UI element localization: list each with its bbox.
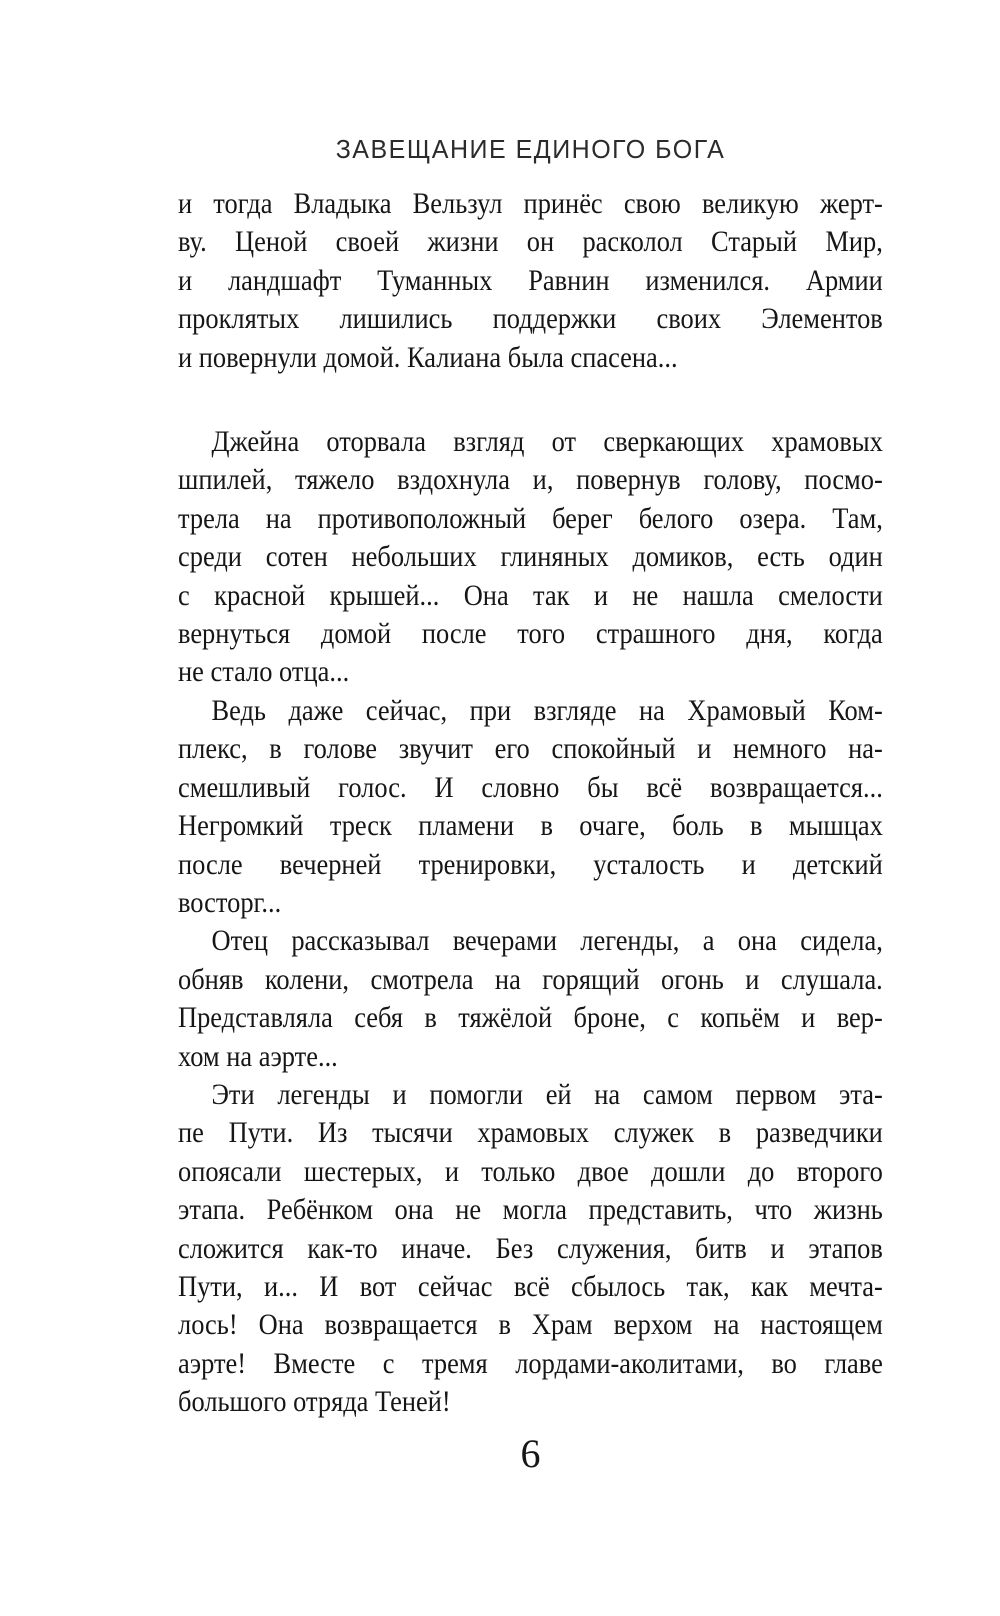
- text-line: вернуться домой после того страшного дня, когда: [178, 617, 883, 651]
- text-line: после вечерней тренировки, усталость и детский: [178, 847, 883, 881]
- text-line: Негромкий треск пламени в очаге, боль в мышцах: [178, 809, 883, 843]
- text-line: Ведь даже сейчас, при взгляде на Храмовый Ком-: [211, 693, 883, 727]
- text-line: большого отряда Теней!: [178, 1385, 451, 1419]
- text-line: Отец рассказывал вечерами легенды, а она сидела,: [211, 924, 883, 958]
- text-line: хом на аэрте...: [178, 1039, 338, 1073]
- text-line: Пути, и... И вот сейчас всё сбылось так, как мечта-: [178, 1269, 883, 1303]
- text-line: ву. Ценой своей жизни он расколол Старый Мир,: [178, 225, 883, 259]
- paragraph: [178, 1076, 883, 1422]
- text-line: Джейна оторвала взгляд от сверкающих храмовых: [211, 425, 883, 459]
- text-line: смешливый голос. И словно бы всё возвращается...: [178, 770, 883, 804]
- text-line: и ландшафт Туманных Равнин изменился. Армии: [178, 263, 883, 297]
- text-line: Представляла себя в тяжёлой броне, с копьём и вер-: [178, 1001, 883, 1035]
- paragraph: [178, 423, 883, 692]
- running-head: ЗАВЕЩАНИЕ ЕДИНОГО БОГА: [335, 134, 726, 165]
- text-line: среди сотен небольших глиняных домиков, есть один: [178, 540, 883, 574]
- paragraph: [178, 185, 883, 377]
- body-text: [178, 185, 883, 1422]
- text-line: с красной крышей... Она так и не нашла смелости: [178, 578, 883, 612]
- text-line: обняв колени, смотрела на горящий огонь и слушала.: [178, 962, 883, 996]
- text-line: Эти легенды и помогли ей на самом первом эта-: [211, 1077, 883, 1111]
- page-number: 6: [520, 1431, 541, 1476]
- text-line: этапа. Ребёнком она не могла представить, что жизнь: [178, 1193, 883, 1227]
- text-line: аэрте! Вместе с тремя лордами-аколитами, во главе: [178, 1346, 883, 1380]
- text-line: и тогда Владыка Вельзул принёс свою великую жерт-: [178, 187, 883, 220]
- text-line: плекс, в голове звучит его спокойный и немного на-: [178, 732, 883, 766]
- text-line: и повернули домой. Калиана была спасена...: [178, 340, 678, 374]
- text-line: не стало отца...: [178, 655, 350, 689]
- text-line: пе Пути. Из тысячи храмовых служек в разведчики: [178, 1116, 883, 1150]
- paragraph: [178, 692, 883, 922]
- text-line: сложится как-то иначе. Без служения, битв и этапов: [178, 1231, 883, 1265]
- text-line: трела на противоположный берег белого озера. Там,: [178, 501, 883, 535]
- text-line: шпилей, тяжело вздохнула и, повернув голову, посмо-: [178, 463, 883, 497]
- text-line: лось! Она возвращается в Храм верхом на настоящем: [178, 1308, 883, 1342]
- paragraph: [178, 922, 883, 1076]
- text-line: опоясали шестерых, и только двое дошли до второго: [178, 1154, 883, 1188]
- text-line: восторг...: [178, 885, 282, 919]
- text-line: проклятых лишились поддержки своих Элементов: [178, 302, 883, 336]
